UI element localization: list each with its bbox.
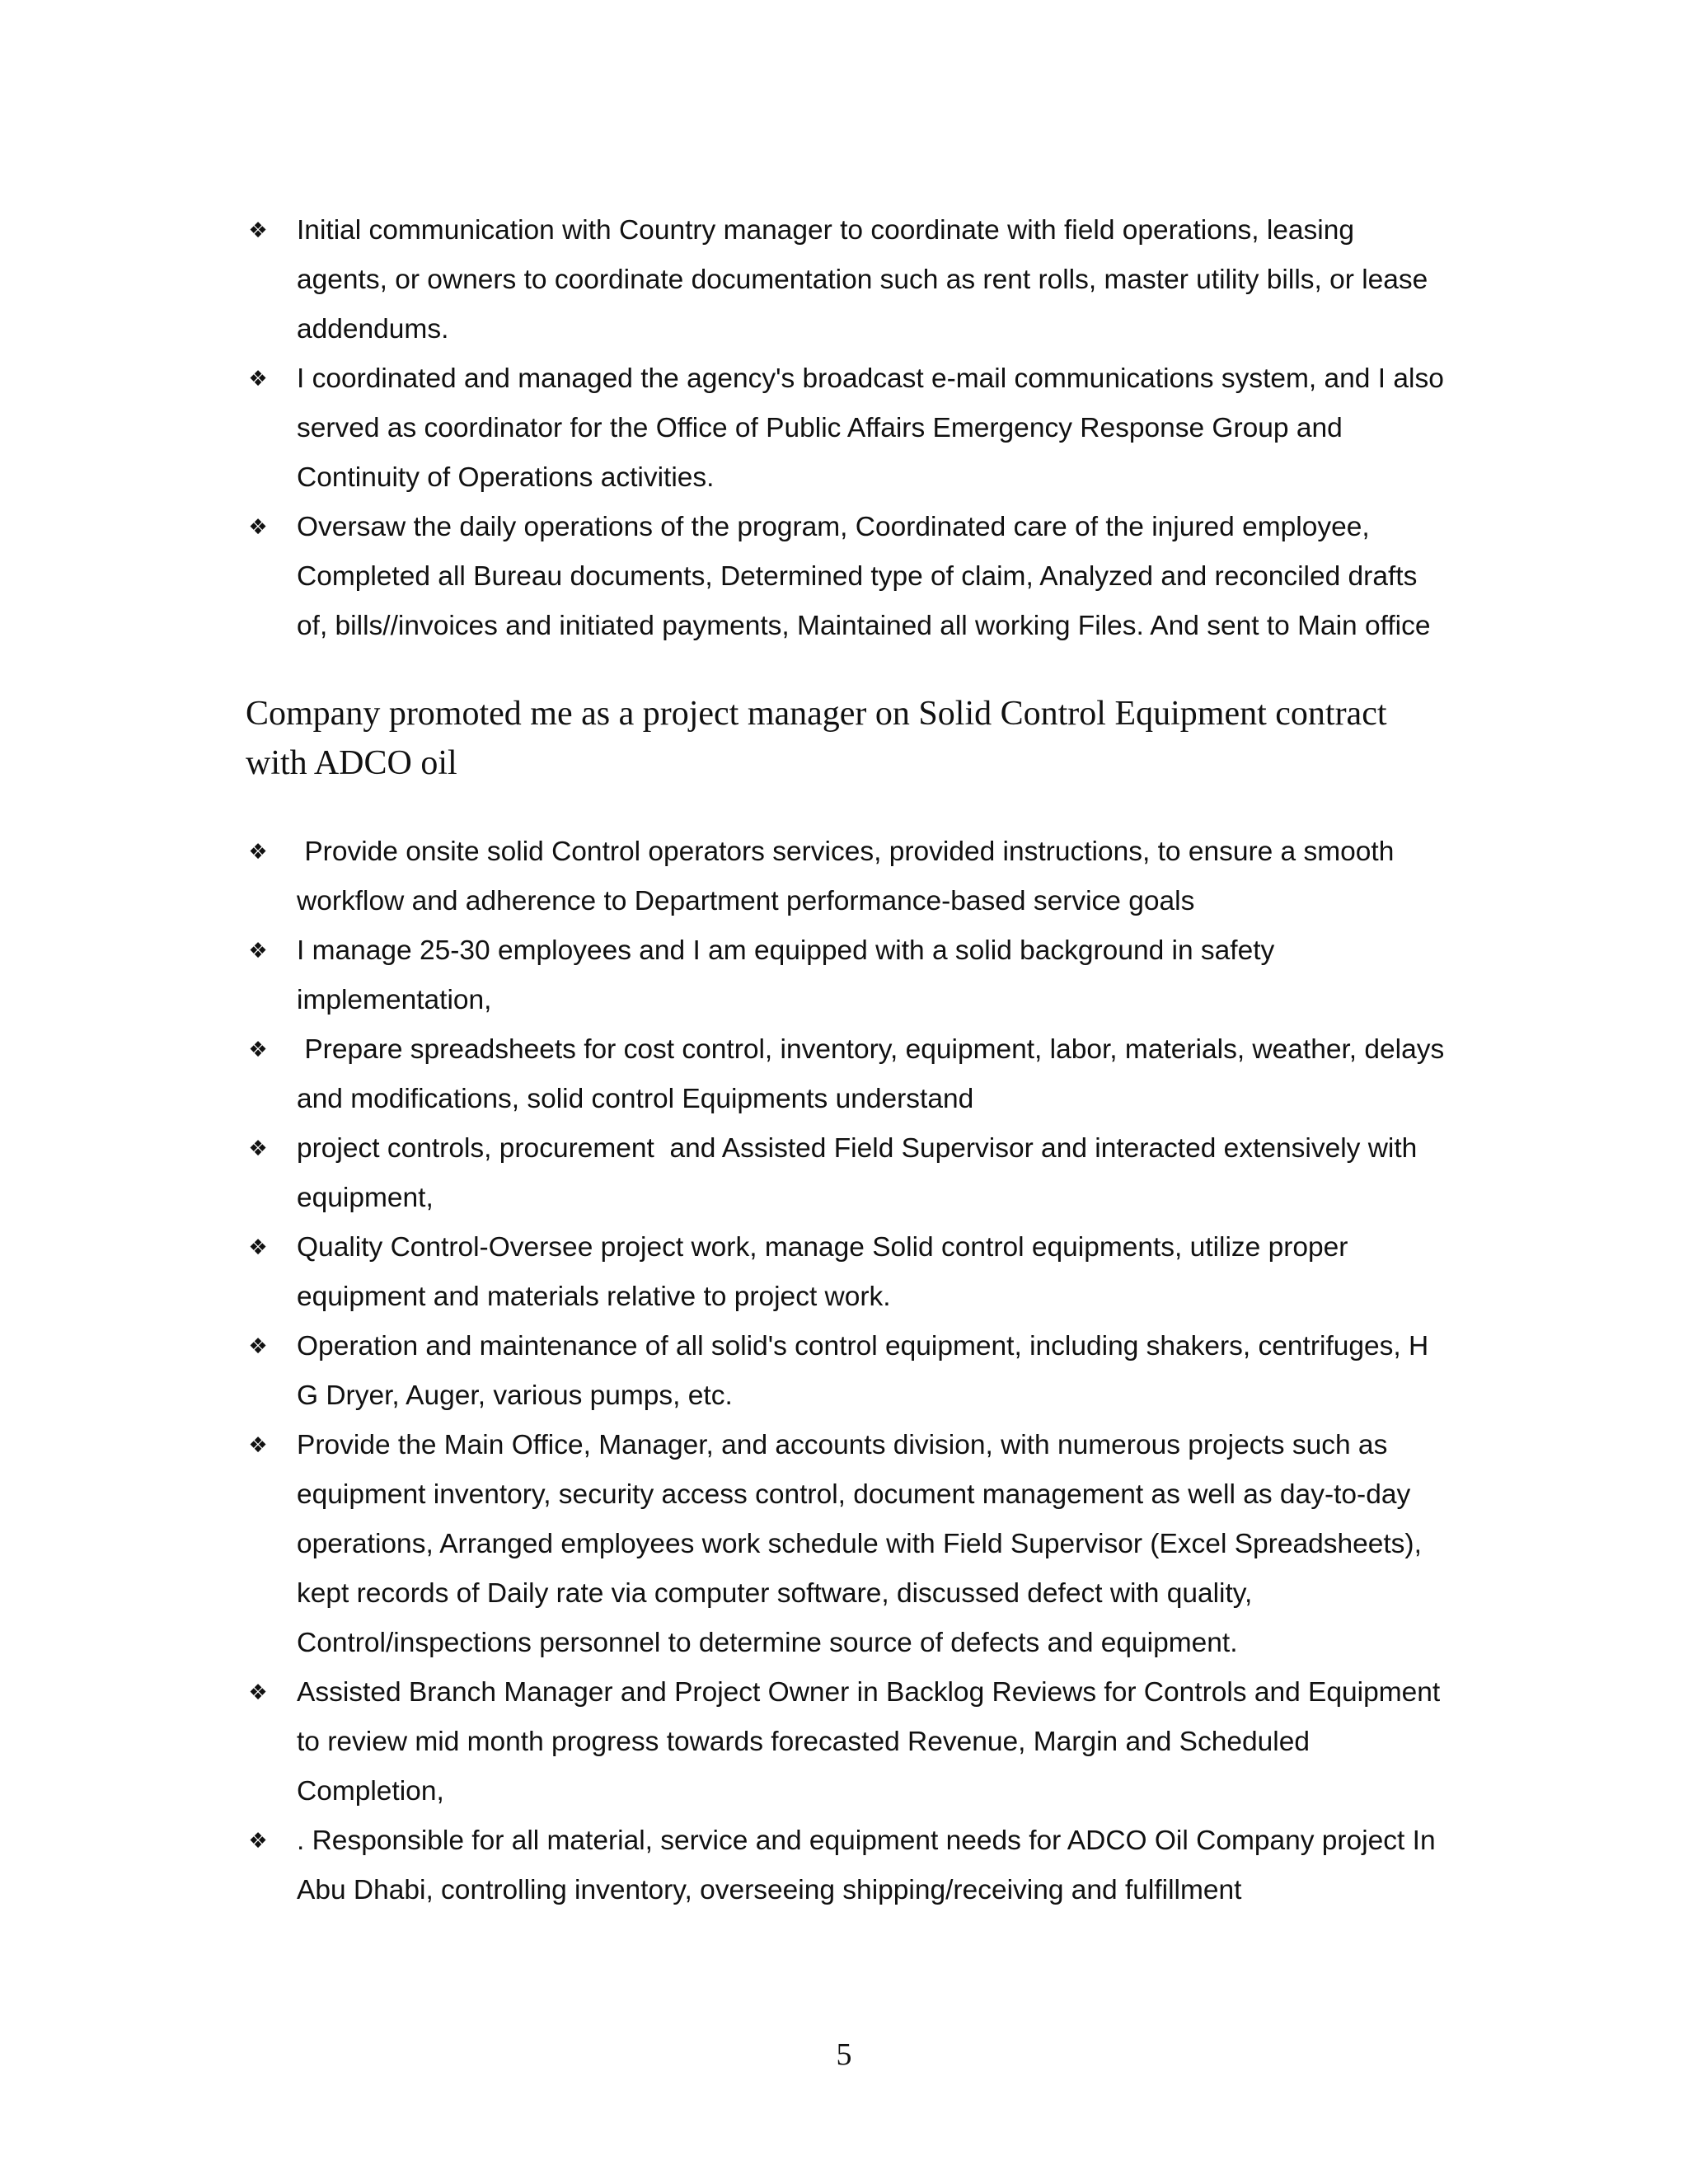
list-item: [246, 1223, 1449, 1322]
diamond-bullet-icon: ❖: [248, 1829, 268, 1854]
diamond-bullet-icon: ❖: [248, 1433, 268, 1458]
diamond-bullet-icon: ❖: [248, 1137, 268, 1161]
list-item-text: Initial communication with Country manager to coordinate with field operations, leasing agents, or owners to coordinate documentation such as rent rolls, master utility bills, or lease addendums.: [297, 215, 1436, 344]
section-heading: Company promoted me as a project manager on Solid Control Equipment contract with ADCO oil: [246, 695, 1414, 782]
diamond-bullet-icon: ❖: [248, 840, 268, 865]
list-item: [246, 1322, 1449, 1421]
diamond-bullet-icon: ❖: [248, 515, 268, 540]
list-item: [246, 1124, 1449, 1223]
responsibilities-list-top: [246, 206, 1452, 651]
list-item-text: Prepare spreadsheets for cost control, inventory, equipment, labor, materials, weather, delays and modifications, solid control Equipments understand: [297, 1034, 1452, 1114]
list-item-text: . Responsible for all material, service and equipment needs for ADCO Oil Company project In Abu Dhabi, controlling inventory, overseeing shipping/receiving and fulfillment: [297, 1825, 1442, 1905]
diamond-bullet-icon: ❖: [248, 367, 268, 391]
list-item-text: project controls, procurement and Assisted Field Supervisor and interacted extensively with equipment,: [297, 1133, 1425, 1213]
diamond-bullet-icon: ❖: [248, 1680, 268, 1705]
list-item-text: Oversaw the daily operations of the program, Coordinated care of the injured employee, Completed all Bureau documents, Determined type of claim, Analyzed and reconciled drafts of, bills//invoices and initiated payments, Maintained all working Files. And sent to Main office: [297, 512, 1431, 641]
list-item: [246, 354, 1452, 503]
list-item: [246, 206, 1449, 354]
list-item-text: Provide the Main Office, Manager, and accounts division, with numerous projects such as equipment inventory, security access control, document management as well as day-to-day operations, Arranged employees work schedule with Field Supervisor (Excel Spreadsheets), kept records of Daily rate via computer software, discussed defect with quality, Control/inspections personnel to determine source of defects and equipment.: [297, 1430, 1430, 1658]
list-item: [246, 503, 1449, 651]
page-number: 5: [836, 2037, 852, 2072]
list-item-text: Operation and maintenance of all solid's control equipment, including shakers, centrifuges, H G Dryer, Auger, various pumps, etc.: [297, 1331, 1437, 1411]
list-item: [246, 827, 1449, 926]
diamond-bullet-icon: ❖: [248, 1235, 268, 1260]
list-item: [246, 926, 1449, 1025]
list-item: [246, 1421, 1449, 1668]
diamond-bullet-icon: ❖: [248, 939, 268, 963]
diamond-bullet-icon: ❖: [248, 218, 268, 243]
list-item: [246, 1816, 1449, 1915]
list-item: [246, 1668, 1449, 1816]
list-item: [246, 1025, 1452, 1124]
diamond-bullet-icon: ❖: [248, 1334, 268, 1359]
list-item-text: Assisted Branch Manager and Project Owner in Backlog Reviews for Controls and Equipment to review mid month progress towards forecasted Revenue, Margin and Scheduled Completion,: [297, 1677, 1448, 1807]
list-item-text: Provide onsite solid Control operators services, provided instructions, to ensure a smooth workflow and adherence to Department performance-based service goals: [297, 837, 1402, 916]
responsibilities-list-bottom: [246, 827, 1452, 1915]
diamond-bullet-icon: ❖: [248, 1038, 268, 1062]
list-item-text: I coordinated and managed the agency's broadcast e-mail communications system, and I also served as coordinator for the Office of Public Affairs Emergency Response Group and Continuity of Operations activities.: [297, 363, 1452, 493]
list-item-text: I manage 25-30 employees and I am equipped with a solid background in safety implementation,: [297, 935, 1282, 1015]
list-item-text: Quality Control-Oversee project work, manage Solid control equipments, utilize proper equipment and materials relative to project work.: [297, 1232, 1356, 1312]
